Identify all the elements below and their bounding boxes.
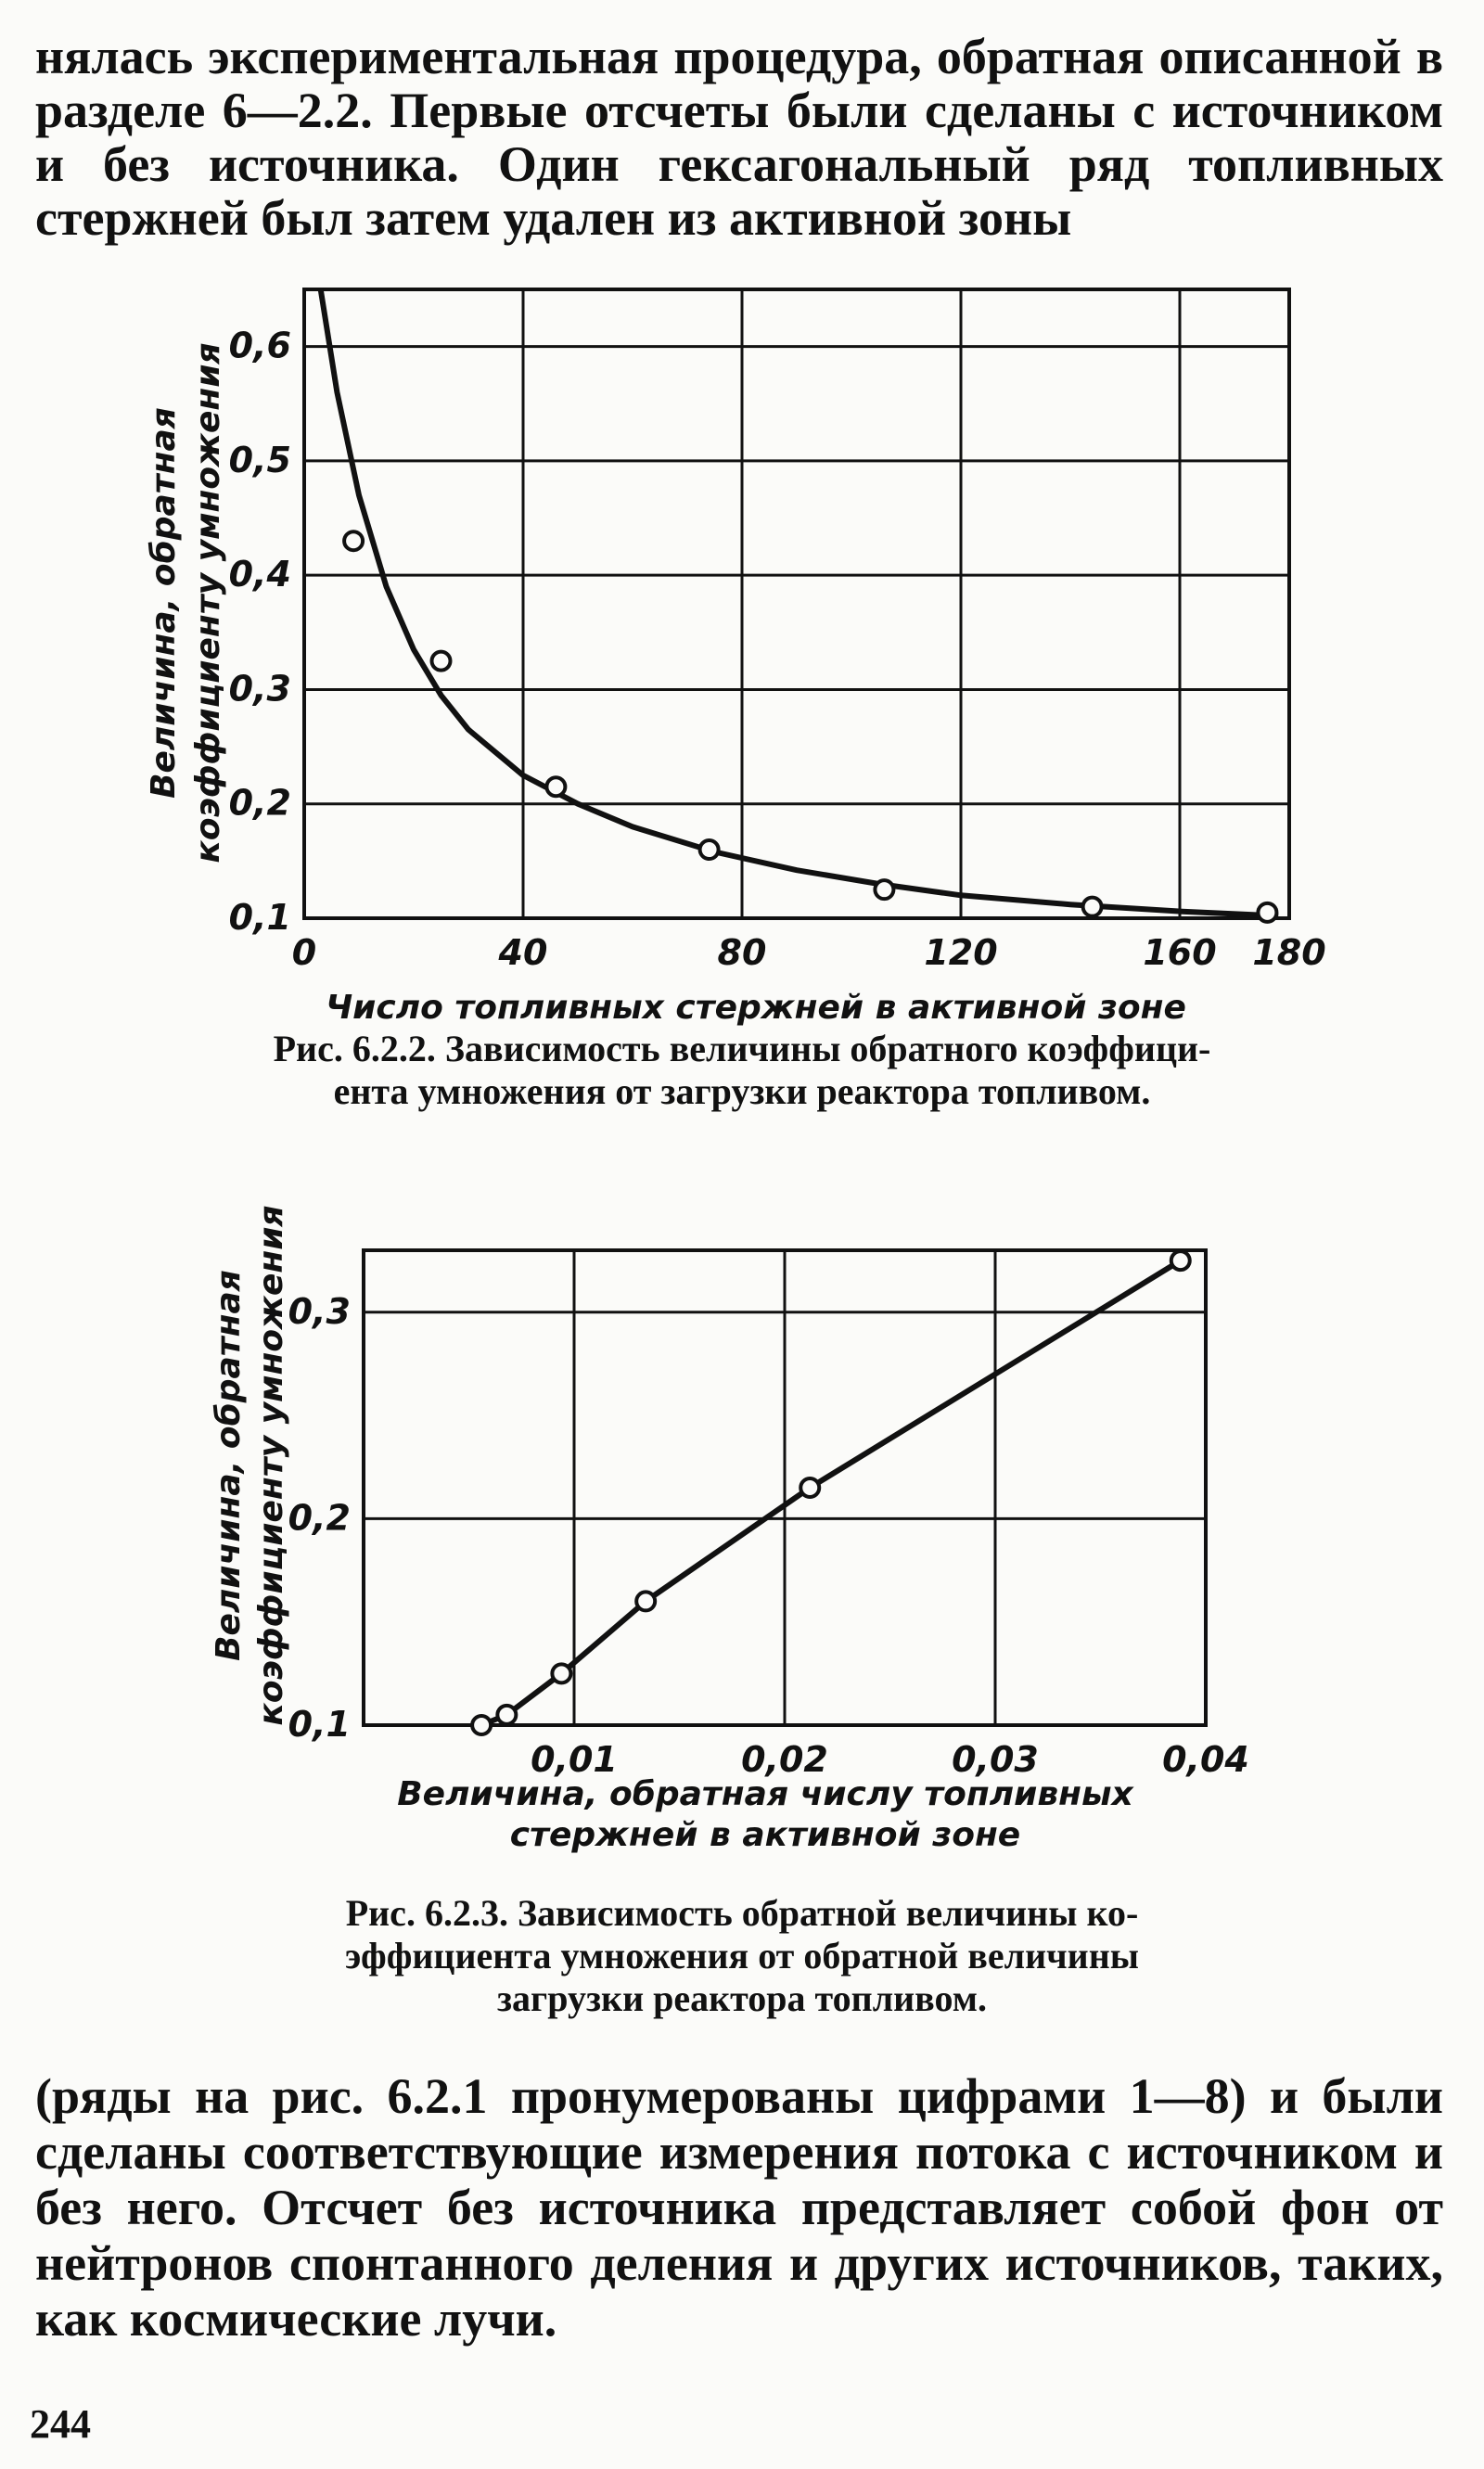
caption-line: Рис. 6.2.3. Зависимость обратной величины ко- [345, 1892, 1139, 1934]
caption-line: загрузки реактора топливом. [496, 1977, 987, 2019]
figure-caption-6-2-2 [139, 1028, 1345, 1113]
data-point [344, 531, 363, 550]
x-tick-label: 160 [1143, 932, 1217, 973]
page-number: 244 [30, 2401, 91, 2447]
x-tick-label: 40 [498, 932, 548, 973]
data-point [875, 880, 893, 899]
fig2-xlabel-line2: стержней в активной зоне [509, 1816, 1021, 1854]
y-tick-label: 0,4 [228, 554, 291, 595]
paragraph-top: нялась экспериментальная процедура, обратная описанной в разделе 6—2.2. Первые отсчеты были сделаны с источником и без источника. Один гексагональный ряд топливных стержней был затем удален из активной зоны [35, 29, 1443, 246]
x-tick-label: 180 [1252, 932, 1326, 973]
x-tick-label: 80 [717, 932, 767, 973]
y-tick-label: 0,6 [228, 325, 291, 366]
chart-fig-6-2-3 [288, 1250, 1249, 1780]
caption-line: эффициента умножения от обратной величины [344, 1935, 1139, 1976]
data-point [1171, 1251, 1190, 1270]
x-tick-label: 0,02 [741, 1739, 828, 1780]
series-line [321, 289, 1279, 916]
x-tick-label: 0,03 [952, 1739, 1039, 1780]
data-point [432, 652, 451, 671]
y-tick-label: 0,3 [288, 1290, 351, 1332]
data-point [552, 1664, 570, 1682]
y-tick-label: 0,5 [228, 439, 291, 480]
data-point [497, 1706, 516, 1724]
y-tick-label: 0,2 [228, 782, 291, 824]
fig1-xlabel: Число топливных стержней в активной зоне [326, 989, 1186, 1027]
series-line [481, 1260, 1181, 1725]
y-tick-label: 0,2 [288, 1497, 351, 1539]
y-tick-label: 0,1 [228, 897, 291, 938]
chart-fig-6-2-2 [229, 289, 1326, 973]
data-point [546, 777, 565, 796]
x-tick-label: 0,04 [1162, 1739, 1249, 1780]
x-tick-label: 0 [291, 932, 317, 973]
fig1-ylabel-line1: Величина, обратная [145, 407, 183, 799]
data-point [800, 1478, 819, 1497]
data-point [636, 1592, 655, 1610]
caption-line: Рис. 6.2.2. Зависимость величины обратного коэффици- [273, 1028, 1211, 1069]
y-tick-label: 0,1 [288, 1704, 351, 1745]
x-tick-label: 0,01 [531, 1739, 618, 1780]
caption-line: ента умножения от загрузки реактора топливом. [333, 1070, 1151, 1112]
figure-caption-6-2-3 [232, 1892, 1252, 2020]
plot-frame [304, 289, 1289, 918]
fig1-ylabel-line2: коэффициенту умножения [189, 342, 227, 864]
data-point [1258, 903, 1276, 922]
fig2-ylabel-line1: Величина, обратная [210, 1270, 248, 1661]
fig2-xlabel-line1: Величина, обратная числу топливных [397, 1775, 1133, 1813]
y-tick-label: 0,3 [228, 668, 291, 710]
paragraph-bottom: (ряды на рис. 6.2.1 пронумерованы цифрами 1—8) и были сделаны соответствующие измерения потока с источником и без него. Отсчет без источника представляет собой фон от нейтронов спонтанного деления и других источников, таких, как космические лучи. [35, 2068, 1443, 2347]
fig2-ylabel-line2: коэффициенту умножения [252, 1205, 290, 1726]
data-point [1083, 898, 1102, 916]
x-tick-label: 120 [924, 932, 998, 973]
data-point [472, 1716, 491, 1734]
data-point [700, 840, 719, 859]
